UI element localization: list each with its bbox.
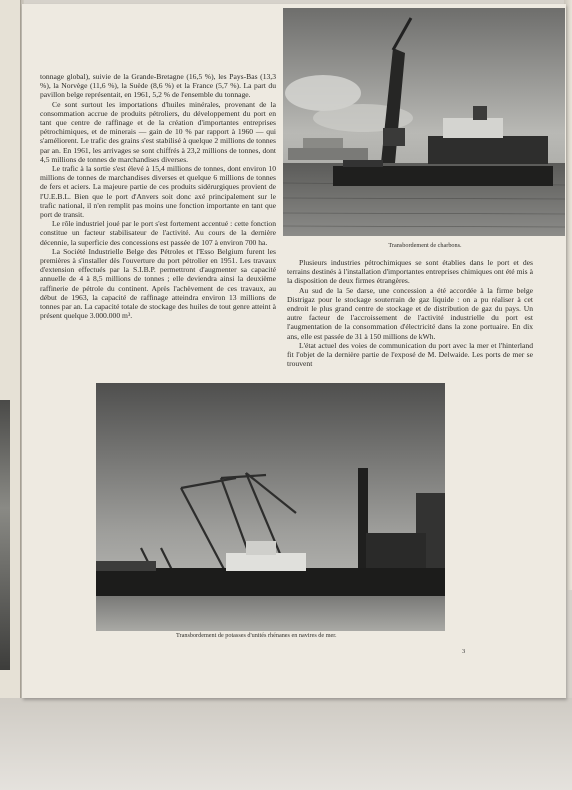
article-left-column [40,72,276,320]
left-paragraph-5: La Société Industrielle Belge des Pétroles et l'Esso Belgium furent les premières à s'installer dès l'ouverture du port pétrolier en 1951. Les travaux d'extension effectués par la S.I.B.P. permettront d'augmenter sa capacité annuelle de 4 à 8,5 millions de tonnes ; elle deviendra ainsi la deuxième raffinerie de pétrole du continent. Après l'achèvement de ces travaux, au début de 1963, la capacité de raffinage atteindra environ 13 millions de tonnes par an. La capacité totale de stockage des huiles de tout genre atteint à présent quelque 3.000.000 m³. [40,246,276,321]
potash-harbor-illustration [96,383,445,631]
right-paragraph-3: L'état actuel des voies de communication du port avec la mer et l'hinterland fit l'objet de la dernière partie de l'exposé de M. Delwaide. Les ports de mer se trouvent [287,340,533,369]
underlying-page-text [1,60,19,390]
right-paragraph-1: Plusieurs industries pétrochimiques se sont établies dans le port et des terrains destinés à l'installation d'importantes entreprises chimiques ont été mis à la disposition de deux firmes étrangères. [287,258,533,286]
right-paragraph-2: Au sud de la 5e darse, une concession a été accordée à la firme belge Distrigaz pour le stockage souterrain de gaz liquide : on a pu réaliser à cet endroit le plus grand centre de stockage et de distribution de gaz du pays. Un autre facteur de l'accroissement de l'activité industrielle du port est l'augmentation de la consommation d'électricité dans la zone portuaire. En dix ans, elle est passée de 31 à 150 millions de kWh. [287,285,533,341]
coal-harbor-illustration [283,8,565,236]
caption-bottom-photo: Transbordement de potasses d'unités rhénanes en navires de mer. [176,632,337,639]
photo-coal-transshipment [283,8,565,236]
caption-top-photo: Transbordement de charbons. [388,242,462,249]
left-paragraph-4: Le rôle industriel joué par le port s'est fortement accentué : cette fonction constitue un facteur stabilisateur de l'activité. Au cours de la dernière décennie, la superficie des concessions est passée de 107 à environ 700 ha. [40,219,276,247]
left-paragraph-3: Le trafic à la sortie s'est élevé à 15,4 millions de tonnes, dont environ 10 millions de tonnes de marchandises diverses et quelque 6 millions de tonnes de fers et aciers. La majeure partie de ces produits sidérurgiques provient de l'U.E.B.L. Bien que le port d'Anvers soit donc axé principalement sur le trafic national, il n'en remplit pas moins une fonction importante en tant que port de transit. [40,164,276,220]
table-surface [0,698,572,790]
photo-potash-transshipment [96,383,445,631]
underlying-page [0,0,21,740]
article-right-column [287,258,533,368]
underlying-page-image [0,400,10,670]
left-paragraph-2: Ce sont surtout les importations d'huiles minérales, provenant de la consommation accrue de produits pétroliers, du développement du port en tant que centre de raffinage et de la création d'importantes entreprises pétrochimiques, et de minerais — gain de 10 % par rapport à 1960 — qui s'améliorent. Le trafic des grains s'est stabilisé à quelque 2 millions de tonnes par an. En 1961, les arrivages se sont chiffrés à 23,2 millions de tonnes, dont 4,5 millions de tonnes de marchandises diverses. [40,99,276,164]
left-paragraph-1: tonnage global), suivie de la Grande-Bretagne (16,5 %), les Pays-Bas (13,3 %), la Norvège (11,6 %), la Suède (8,6 %) et la France (5,7 %). La part du pavillon belge représentait, en 1961, 5,2 % de l'ensemble du tonnage. [40,72,276,100]
page-number: 3 [462,648,466,655]
